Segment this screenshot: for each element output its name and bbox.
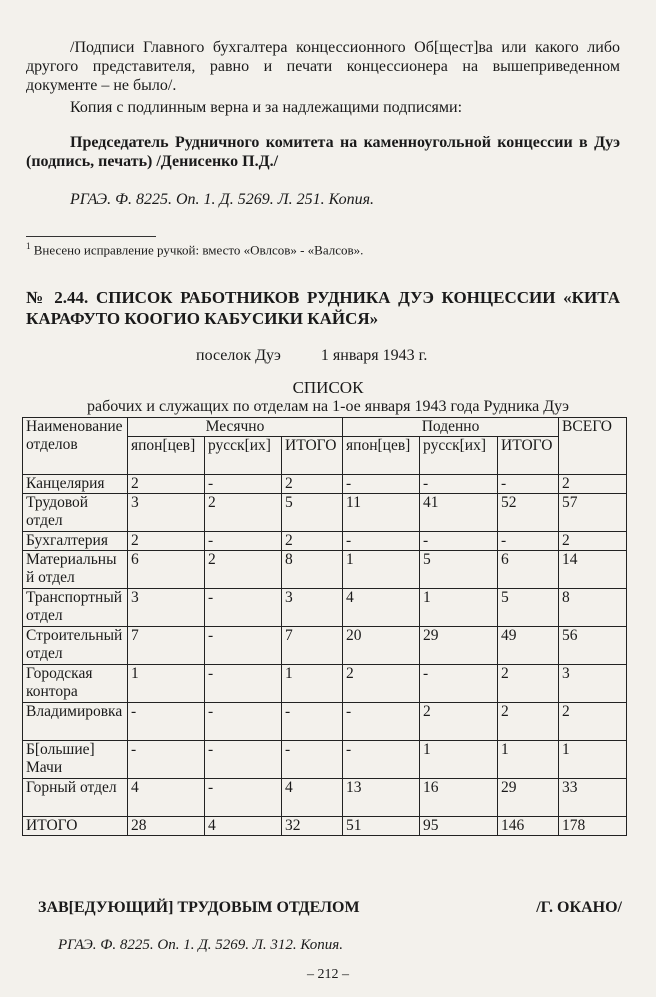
place-date-line [196, 346, 427, 365]
chairman-signature: Председатель Рудничного комитета на каменноугольной концессии в Дуэ (подпись, печать) /Денисенко П.Д./ [26, 134, 620, 170]
table-cell: - [205, 627, 282, 665]
table-cell: 6 [128, 551, 205, 589]
table-cell: 1 [343, 551, 420, 589]
table-cell: 49 [498, 627, 559, 665]
table-row [23, 551, 627, 589]
footnote-rule [26, 236, 156, 237]
table-cell: 41 [420, 494, 498, 532]
header-total-daily: ИТОГО [498, 437, 559, 475]
header-russian-monthly: русск[их] [205, 437, 282, 475]
department-name: Канцелярия [23, 475, 128, 494]
table-cell: - [420, 475, 498, 494]
table-row [23, 532, 627, 551]
table-cell: 95 [420, 817, 498, 836]
table-cell: 20 [343, 627, 420, 665]
table-row [23, 817, 627, 836]
table-cell: 13 [343, 779, 420, 817]
table-cell: - [282, 741, 343, 779]
table-cell: 32 [282, 817, 343, 836]
missing-signatures-note: /Подписи Главного бухгалтера концессионного Об[щест]ва или какого либо другого представителя, равно и печати концессионера на вышеприведенном документе – не было/. [26, 39, 620, 94]
table-cell: 3 [559, 665, 627, 703]
table-cell: 51 [343, 817, 420, 836]
staff-table-body [23, 475, 627, 836]
table-cell: 8 [559, 589, 627, 627]
table-cell: 2 [498, 703, 559, 741]
table-cell: - [205, 703, 282, 741]
table-cell: 146 [498, 817, 559, 836]
place: поселок Дуэ [196, 347, 281, 364]
table-cell: 4 [343, 589, 420, 627]
table-cell: 16 [420, 779, 498, 817]
table-cell: 2 [128, 475, 205, 494]
header-total-monthly: ИТОГО [282, 437, 343, 475]
table-cell: - [420, 665, 498, 703]
department-name: Материальный отдел [23, 551, 128, 589]
table-cell: 1 [498, 741, 559, 779]
table-cell: - [205, 589, 282, 627]
table-cell: 2 [343, 665, 420, 703]
table-cell: 5 [282, 494, 343, 532]
table-cell: - [205, 532, 282, 551]
table-row [23, 475, 627, 494]
copy-verified-note: Копия с подлинным верна и за надлежащими подписями: [70, 99, 463, 116]
table-cell: 5 [420, 551, 498, 589]
footnote-mark: 1 [26, 241, 31, 251]
table-cell: - [128, 741, 205, 779]
document-heading: № 2.44. СПИСОК РАБОТНИКОВ РУДНИКА ДУЭ КОНЦЕССИИ «КИТА КАРАФУТО КООГИО КАБУСИКИ КАЙСЯ» [26, 288, 620, 328]
department-name: Городская контора [23, 665, 128, 703]
table-cell: 2 [420, 703, 498, 741]
table-cell: - [420, 532, 498, 551]
table-cell: 2 [559, 703, 627, 741]
table-cell: - [282, 703, 343, 741]
archive-source-1: РГАЭ. Ф. 8225. Оп. 1. Д. 5269. Л. 251. Копия. [70, 191, 375, 208]
signature-title: ЗАВ[ЕДУЮЩИЙ] ТРУДОВЫМ ОТДЕЛОМ [38, 899, 360, 916]
table-cell: 8 [282, 551, 343, 589]
table-cell: 1 [128, 665, 205, 703]
footnote [26, 238, 620, 258]
table-cell: 7 [128, 627, 205, 665]
table-row [23, 741, 627, 779]
table-cell: - [205, 665, 282, 703]
header-department: Наименование отделов [23, 418, 128, 475]
table-cell: 7 [282, 627, 343, 665]
header-monthly: Месячно [128, 418, 343, 437]
table-cell: 5 [498, 589, 559, 627]
staff-table [22, 417, 627, 836]
list-title: СПИСОК [292, 378, 364, 397]
table-row [23, 589, 627, 627]
table-cell: 2 [205, 494, 282, 532]
signature-block [38, 898, 622, 917]
department-name: Б[ольшие] Мачи [23, 741, 128, 779]
table-cell: 4 [205, 817, 282, 836]
table-cell: - [343, 703, 420, 741]
table-cell: 2 [282, 475, 343, 494]
department-name: Горный отдел [23, 779, 128, 817]
table-row [23, 494, 627, 532]
table-cell: 2 [559, 475, 627, 494]
table-cell: 1 [420, 741, 498, 779]
list-subtitle: рабочих и служащих по отделам на 1-ое января 1943 года Рудника Дуэ [86, 398, 570, 415]
table-cell: 1 [559, 741, 627, 779]
header-daily: Поденно [343, 418, 559, 437]
table-cell: 178 [559, 817, 627, 836]
table-cell: 33 [559, 779, 627, 817]
table-row [23, 779, 627, 817]
table-cell: 56 [559, 627, 627, 665]
table-cell: 4 [128, 779, 205, 817]
table-cell: 3 [128, 589, 205, 627]
table-cell: - [498, 475, 559, 494]
table-cell: 14 [559, 551, 627, 589]
table-cell: - [128, 703, 205, 741]
header-total: ВСЕГО [559, 418, 627, 475]
table-cell: 29 [420, 627, 498, 665]
table-cell: - [498, 532, 559, 551]
table-cell: 1 [282, 665, 343, 703]
table-cell: 2 [205, 551, 282, 589]
signature-name: /Г. ОКАНО/ [536, 899, 622, 916]
department-name: Транспортный отдел [23, 589, 128, 627]
table-cell: 3 [282, 589, 343, 627]
department-name: Бухгалтерия [23, 532, 128, 551]
table-cell: - [205, 741, 282, 779]
table-row [23, 627, 627, 665]
table-cell: 29 [498, 779, 559, 817]
header-russian-daily: русск[их] [420, 437, 498, 475]
department-name: Владимировка [23, 703, 128, 741]
table-cell: - [343, 532, 420, 551]
table-cell: 6 [498, 551, 559, 589]
page-number: – 212 – [307, 967, 349, 982]
footnote-text: Внесено исправление ручкой: вместо «Овлсов» - «Валсов». [30, 242, 364, 258]
table-cell: 2 [559, 532, 627, 551]
table-cell: 3 [128, 494, 205, 532]
header-japanese-monthly: япон[цев] [128, 437, 205, 475]
table-cell: 2 [498, 665, 559, 703]
table-row [23, 665, 627, 703]
table-cell: 4 [282, 779, 343, 817]
table-cell: 28 [128, 817, 205, 836]
department-name: Строительный отдел [23, 627, 128, 665]
table-cell: 2 [128, 532, 205, 551]
table-cell: 52 [498, 494, 559, 532]
department-name: ИТОГО [23, 817, 128, 836]
table-cell: 2 [282, 532, 343, 551]
table-cell: 11 [343, 494, 420, 532]
archive-source-2: РГАЭ. Ф. 8225. Оп. 1. Д. 5269. Л. 312. Копия. [58, 937, 344, 953]
header-japanese-daily: япон[цев] [343, 437, 420, 475]
table-cell: - [205, 475, 282, 494]
table-cell: - [205, 779, 282, 817]
date: 1 января 1943 г. [320, 347, 428, 364]
table-cell: - [343, 475, 420, 494]
table-cell: 57 [559, 494, 627, 532]
table-cell: - [343, 741, 420, 779]
table-cell: 1 [420, 589, 498, 627]
table-row [23, 703, 627, 741]
department-name: Трудовой отдел [23, 494, 128, 532]
